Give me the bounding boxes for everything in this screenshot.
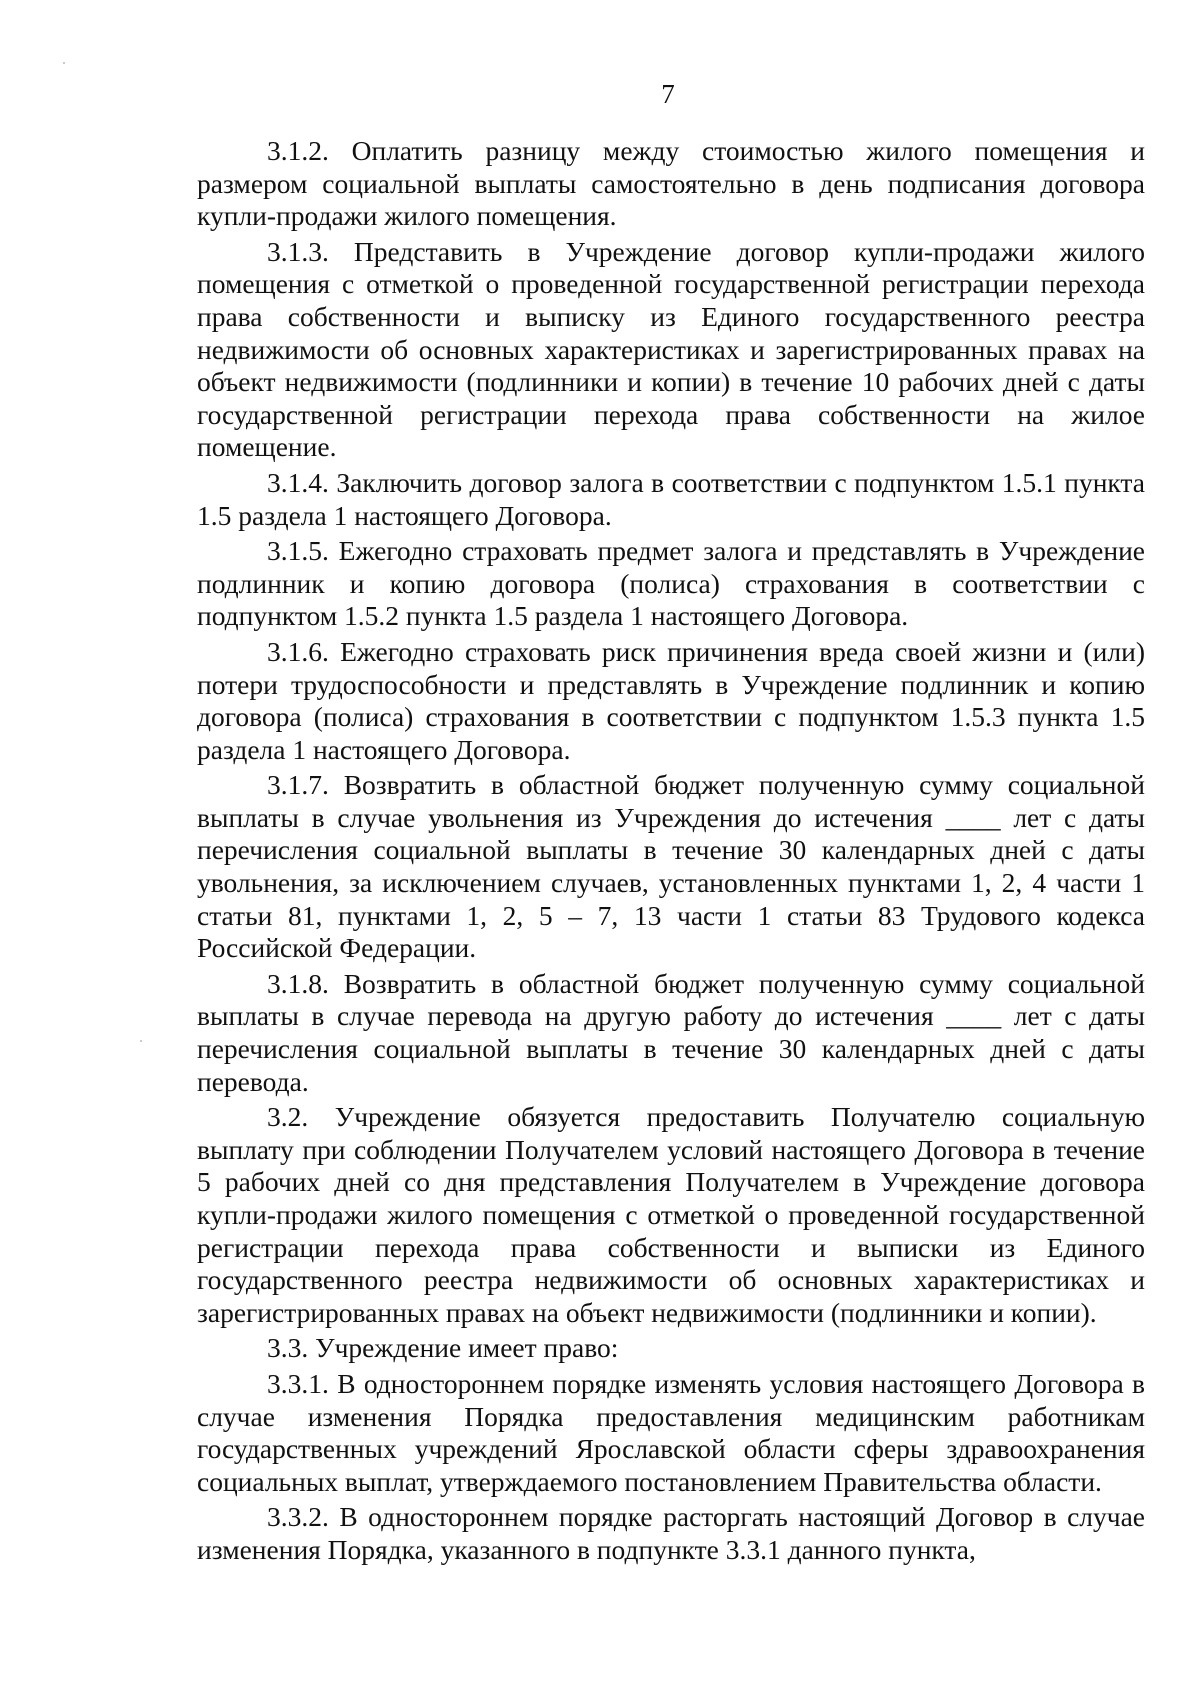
paragraph-3-3: 3.3. Учреждение имеет право: xyxy=(267,1332,619,1364)
page-number: 7 xyxy=(661,79,675,109)
paragraph-3-3-1: 3.3.1. В одностороннем порядке изменять условия настоящего Договора в случае изменения Порядка предоставления медицинским работникам государственных учреждений Ярославской области сферы здравоохранения социальных выплат, утверждаемого постановлением Правительства области. xyxy=(197,1367,1145,1497)
paragraph-3-2: 3.2. Учреждение обязуется предоставить Получателю социальную выплату при соблюдении Получателем условий настоящего Договора в течение 5 рабочих дней со дня представления Получателем в Учреждение договора купли-продажи жилого помещения с отметкой о проведенной государственной регистрации перехода права собственности и выписки из Единого государственного реестра недвижимости об основных характеристиках и зарегистрированных правах на объект недвижимости (подлинники и копии). xyxy=(197,1101,1145,1328)
paragraph-3-1-2: 3.1.2. Оплатить разницу между стоимостью жилого помещения и размером социальной выплаты самостоятельно в день подписания договора купли-продажи жилого помещения. xyxy=(197,135,1145,232)
paragraph-3-1-6: 3.1.6. Ежегодно страховать риск причинения вреда своей жизни и (или) потери трудоспособности и представлять в Учреждение подлинник и копию договора (полиса) страхования в соответствии с подпунктом 1.5.3 пункта 1.5 раздела 1 настоящего Договора. xyxy=(197,635,1145,765)
paragraph-3-1-7: 3.1.7. Возвратить в областной бюджет полученную сумму социальной выплаты в случае увольнения из Учреждения до истечения ____ лет с даты перечисления социальной выплаты в течение 30 календарных дней с даты увольнения, за исключением случаев, установленных пунктами 1, 2, 4 части 1 статьи 81, пунктами 1, 2, 5 – 7, 13 части 1 статьи 83 Трудового кодекса Российской Федерации. xyxy=(197,769,1145,964)
scan-speck xyxy=(140,1040,142,1042)
paragraph-3-1-3: 3.1.3. Представить в Учреждение договор купли-продажи жилого помещения с отметкой о проведенной государственной регистрации перехода права собственности и выписку из Единого государственного реестра недвижимости об основных характеристиках и зарегистрированных правах на объект недвижимости (подлинники и копии) в течение 10 рабочих дней с даты государственной регистрации перехода права собственности на жилое помещение. xyxy=(197,235,1145,463)
paragraph-3-1-8: 3.1.8. Возвратить в областной бюджет полученную сумму социальной выплаты в случае перевода на другую работу до истечения ____ лет с даты перечисления социальной выплаты в течение 30 календарных дней с даты перевода. xyxy=(197,967,1145,1097)
paragraph-3-1-5: 3.1.5. Ежегодно страховать предмет залога и представлять в Учреждение подлинник и копию договора (полиса) страхования в соответствии с подпунктом 1.5.2 пункта 1.5 раздела 1 настоящего Договора. xyxy=(197,535,1145,632)
paragraph-3-3-2: 3.3.2. В одностороннем порядке расторгать настоящий Договор в случае изменения Порядка, указанного в подпункте 3.3.1 данного пункта, xyxy=(197,1501,1145,1565)
paragraph-3-1-4: 3.1.4. Заключить договор залога в соответствии с подпунктом 1.5.1 пункта 1.5 раздела 1 настоящего Договора. xyxy=(197,466,1145,531)
scan-speck xyxy=(63,62,65,64)
document-body xyxy=(197,135,1145,1570)
